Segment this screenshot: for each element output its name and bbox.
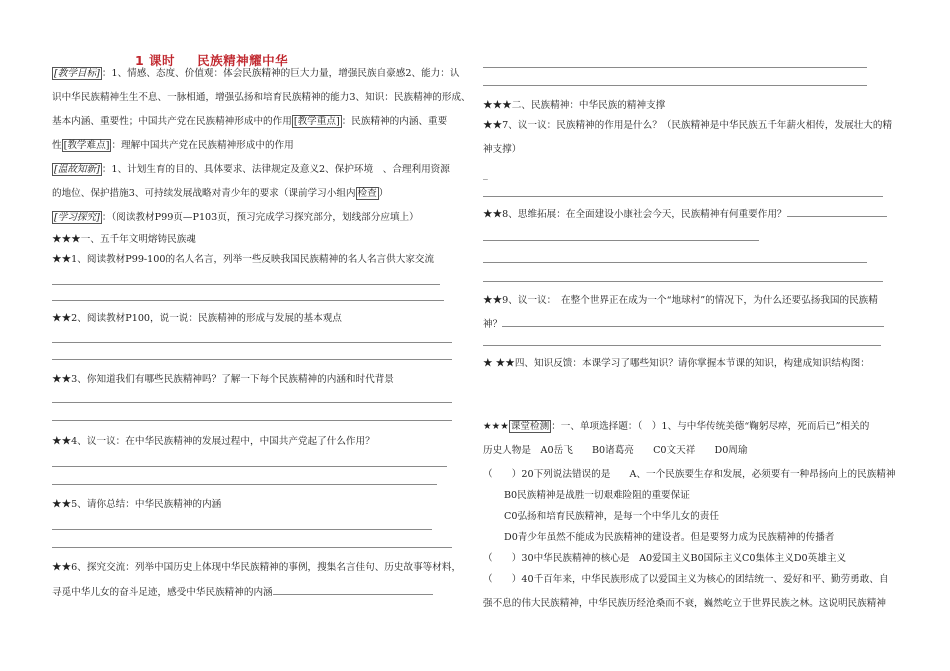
answer-line[interactable] [52, 300, 444, 301]
question-1: ★★1、阅读教材P99-100的名人名言，列举一些反映我国民族精神的名人名言供大家交流 [52, 254, 435, 265]
question-9-line-2: 神？ [483, 317, 884, 332]
test-tag: 课堂检测 [510, 421, 550, 432]
question-3: ★★3、你知道我们有哪些民族精神吗？了解一下每个民族精神的内涵和时代背景 [52, 374, 394, 385]
question-6-line-1: ★★6、探究交流：列举中国历史上体现中华民族精神的事例，搜集名言佳句、历史故事等材料， [52, 562, 462, 573]
explore-tag: [学习探究] [54, 212, 100, 223]
answer-line[interactable] [52, 547, 452, 548]
section-1-heading: ★★★一、五千年文明熔铸民族魂 [52, 234, 196, 245]
question-8: ★★8、思维拓展：在全面建设小康社会今天，民族精神有何重要作用？ [483, 207, 887, 222]
answer-line[interactable] [52, 484, 437, 485]
test-q4-line-2: 强不息的伟大民族精神，中华民族历经沧桑而不衰，巍然屹立于世界民族之林。这说明民族精神 [483, 598, 886, 609]
answer-line[interactable] [52, 342, 452, 343]
goals-line-1: [教学目标] ：1、情感、态度、价值观：体会民族精神的巨大力量，增强民族自豪感2、能力：认 [54, 68, 460, 79]
question-2: ★★2、阅读教材P100，说一说：民族精神的形成与发展的基本观点 [52, 313, 342, 324]
lesson-number: 1 课时 [135, 53, 176, 68]
left-column [52, 0, 471, 671]
answer-line[interactable] [483, 262, 867, 263]
answer-line[interactable] [483, 196, 883, 197]
goals-line-3: 基本内涵、重要性；中国共产党在民族精神形成中的作用 [教学重点] ：民族精神的内涵、重要 [52, 116, 448, 127]
question-9-line-1: ★★9、议一议： 在整个世界正在成为一个“地球村”的情况下，为什么还要弘扬我国的民族精 [483, 295, 878, 306]
test-q2-option-b: B0民族精神是战胜一切艰难险阻的重要保证 [504, 490, 690, 501]
answer-line[interactable] [52, 420, 452, 421]
answer-line[interactable] [52, 284, 440, 285]
test-q2: （ ）20下列说法错误的是 A、一个民族要生存和发展，必须要有一种昂扬向上的民族精神 [483, 469, 896, 480]
question-7-dash: _ [483, 169, 488, 180]
difficulty-tag: [教学难点] [63, 140, 110, 151]
question-4: ★★4、议一议：在中华民族精神的发展过程中，中国共产党起了什么作用？ [52, 436, 375, 447]
answer-line[interactable] [273, 585, 433, 595]
review-line-2: 的地位、保护措施3、可持续发展战略对青少年的要求（课前学习小组内 检查 ） [52, 188, 389, 199]
goals-tag: [教学目标] [54, 68, 100, 79]
answer-line[interactable] [52, 529, 432, 530]
answer-line[interactable] [483, 67, 867, 68]
test-q4-line-1: （ ）40千百年来，中华民族形成了以爱国主义为核心的团结统一、爱好和平、勤劳勇敢、自 [483, 574, 889, 585]
answer-line[interactable] [483, 281, 883, 282]
answer-line[interactable] [483, 240, 759, 241]
key-tag: [教学重点] [293, 116, 340, 127]
question-6-line-2: 寻觅中华儿女的奋斗足迹，感受中华民族精神的内涵 [52, 585, 433, 600]
right-column [483, 0, 895, 671]
answer-line[interactable] [52, 359, 452, 360]
question-7-line-2: 神支撑） [483, 144, 522, 155]
answer-line[interactable] [483, 345, 881, 346]
review-tag: [温故知新] [54, 164, 100, 175]
test-q1-options: 历史人物是 A0岳飞 B0诸葛亮 C0文天祥 D0周瑜 [483, 445, 748, 456]
section-4-heading: ★ ★★四、知识反馈：本课学习了哪些知识？请你掌握本节课的知识，构建成知识结构图： [483, 358, 870, 369]
test-q2-option-c: C0弘扬和培育民族精神，是每一个中华儿女的责任 [504, 511, 719, 522]
answer-line[interactable] [52, 402, 452, 403]
lesson-title: 民族精神耀中华 [197, 53, 289, 68]
question-5: ★★5、请你总结：中华民族精神的内涵 [52, 499, 222, 510]
goals-line-4: 性 [教学难点] ：理解中国共产党在民族精神形成中的作用 [52, 140, 294, 151]
explore-line: [学习探究] ：（阅读教材P99页—P103页，预习完成学习探究部分，划线部分应填上） [54, 212, 419, 223]
test-q2-option-d: D0青少年虽然不能成为民族精神的建设者。但是要努力成为民族精神的传播者 [504, 532, 835, 543]
check-tag: 检查 [357, 188, 377, 199]
goals-line-2: 识中华民族精神生生不息、一脉相通，增强弘扬和培育民族精神的能力3、知识：民族精神的形成、 [52, 92, 471, 103]
review-line-1: [温故知新] ：1、计划生育的目的、具体要求、法律规定及意义2、保护环境 、合理利用资源 [54, 164, 450, 175]
answer-line[interactable] [52, 466, 447, 467]
answer-line[interactable] [502, 317, 884, 327]
answer-line[interactable] [483, 85, 867, 86]
answer-line[interactable] [787, 207, 887, 217]
question-7-line-1: ★★7、议一议：民族精神的作用是什么？（民族精神是中华民族五千年薪火相传，发展壮大的精 [483, 120, 893, 131]
section-2-heading: ★★★二、民族精神：中华民族的精神支撑 [483, 100, 666, 111]
test-heading: ★★★ 课堂检测 ：一、单项选择题：（ ）1、与中华传统美德“鞠躬尽瘁，死而后已”相关的 [483, 421, 870, 432]
test-q3: （ ）30中华民族精神的核心是 A0爱国主义B0国际主义C0集体主义D0英雄主义 [483, 553, 847, 564]
